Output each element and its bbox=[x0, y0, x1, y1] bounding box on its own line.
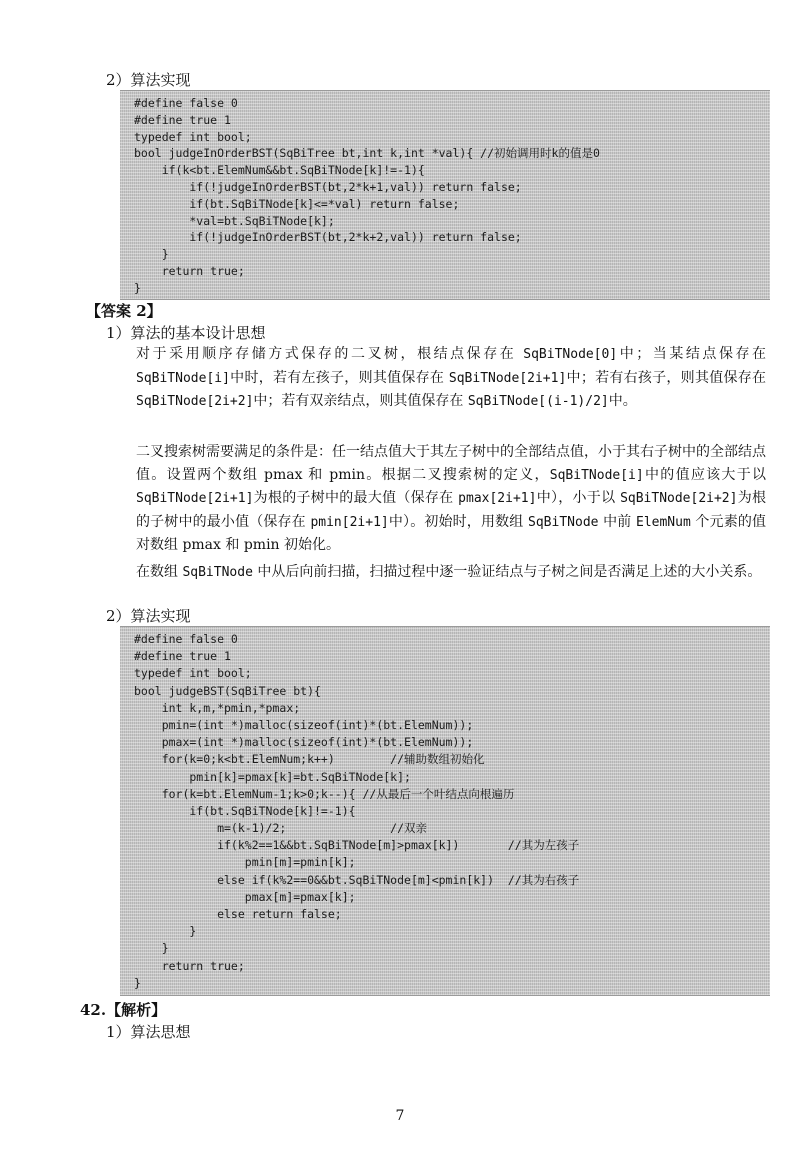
code-block-1 bbox=[120, 90, 770, 300]
code-line: pmin=(int *)malloc(sizeof(int)*(bt.ElemNum)); bbox=[134, 717, 474, 732]
design-paragraph-2: 二叉搜索树需要满足的条件是：任一结点值大于其左子树中的全部结点值，小于其右子树中的全部结点值。设置两个数组 pmax 和 pmin。根据二叉搜索树的定义，SqBiTNode[i]中的值应该大于以 SqBiTNode[2i+1]为根的子树中的最大值（保存在 pmax[2i+1]中），小于以 SqBiTNode[2i+2]为根的子树中的最小值（保存在 pmin[2i+1]中）。初始时，用数组 SqBiTNode 中前 ElemNum 个元素的值对数组 pmax 和 pmin 初始化。 bbox=[136, 444, 767, 553]
code-line: pmax=(int *)malloc(sizeof(int)*(bt.ElemNum)); bbox=[134, 735, 474, 750]
code-line: return true; bbox=[134, 263, 245, 278]
code-line: } bbox=[134, 280, 141, 295]
code-line: #define false 0 bbox=[134, 632, 238, 646]
code-line: if(bt.SqBiTNode[k]<=*val) return false; bbox=[134, 196, 460, 211]
code-line: } bbox=[134, 975, 141, 990]
code-line: *val=bt.SqBiTNode[k]; bbox=[134, 213, 335, 228]
code-line: if(k<bt.ElemNum&&bt.SqBiTNode[k]!=-1){ bbox=[134, 163, 425, 178]
code-line: #define true 1 bbox=[134, 649, 231, 664]
code-line: if(bt.SqBiTNode[k]!=-1){ bbox=[134, 803, 356, 818]
code-line: typedef int bool; bbox=[134, 129, 252, 144]
code-line: int k,m,*pmin,*pmax; bbox=[134, 700, 301, 715]
code-line: for(k=bt.ElemNum-1;k>0;k--){ //从最后一个叶结点向根遍历 bbox=[134, 786, 515, 801]
design-idea-heading: 1）算法的基本设计思想 bbox=[106, 324, 266, 342]
design-paragraph-3: 在数组 SqBiTNode 中从后向前扫描，扫描过程中逐一验证结点与子树之间是否满足上述的大小关系。 bbox=[136, 564, 762, 580]
code-line: pmin[m]=pmin[k]; bbox=[134, 855, 356, 870]
answer-2-heading: 【答案 2】 bbox=[86, 302, 162, 320]
code-line: pmin[k]=pmax[k]=bt.SqBiTNode[k]; bbox=[134, 769, 411, 784]
code-line: return true; bbox=[134, 958, 245, 973]
code-line: #define true 1 bbox=[134, 112, 231, 127]
code-line: bool judgeBST(SqBiTree bt){ bbox=[134, 683, 321, 698]
question-42-heading: 42.【解析】 bbox=[80, 1001, 167, 1019]
code-line: for(k=0;k<bt.ElemNum;k++) //辅助数组初始化 bbox=[134, 752, 485, 767]
section-heading-impl-2: 2）算法实现 bbox=[106, 607, 191, 625]
code-line: } bbox=[134, 247, 169, 262]
code-line: typedef int bool; bbox=[134, 666, 252, 681]
code-line: if(k%2==1&&bt.SqBiTNode[m]>pmax[k]) //其为左孩子 bbox=[134, 838, 580, 853]
section-heading-impl-1: 2）算法实现 bbox=[106, 71, 191, 89]
code-line: } bbox=[134, 924, 197, 939]
code-line: bool judgeInOrderBST(SqBiTree bt,int k,int *val){ //初始调用时k的值是0 bbox=[134, 146, 600, 161]
design-paragraph-1: 对于采用顺序存储方式保存的二叉树，根结点保存在 SqBiTNode[0]中；当某结点保存在 SqBiTNode[i]中时，若有左孩子，则其值保存在 SqBiTNode[2i+1]中；若有右孩子，则其值保存在 SqBiTNode[2i+2]中；若有双亲结点，则其值保存在 SqBiTNode[(i-1)/2]中。 bbox=[136, 346, 767, 409]
code-line: pmax[m]=pmax[k]; bbox=[134, 889, 356, 904]
code-line: if(!judgeInOrderBST(bt,2*k+2,val)) return false; bbox=[134, 230, 522, 245]
code-line: #define false 0 bbox=[134, 96, 238, 110]
algorithm-idea-heading: 1）算法思想 bbox=[106, 1023, 191, 1041]
page-number: 7 bbox=[395, 1108, 405, 1124]
code-line: else if(k%2==0&&bt.SqBiTNode[m]<pmin[k]) //其为右孩子 bbox=[134, 872, 580, 887]
code-line: } bbox=[134, 941, 169, 956]
code-line: else return false; bbox=[134, 907, 342, 921]
code-block-2 bbox=[120, 626, 770, 996]
code-line: if(!judgeInOrderBST(bt,2*k+1,val)) return false; bbox=[134, 179, 522, 194]
code-line: m=(k-1)/2; //双亲 bbox=[134, 821, 428, 836]
